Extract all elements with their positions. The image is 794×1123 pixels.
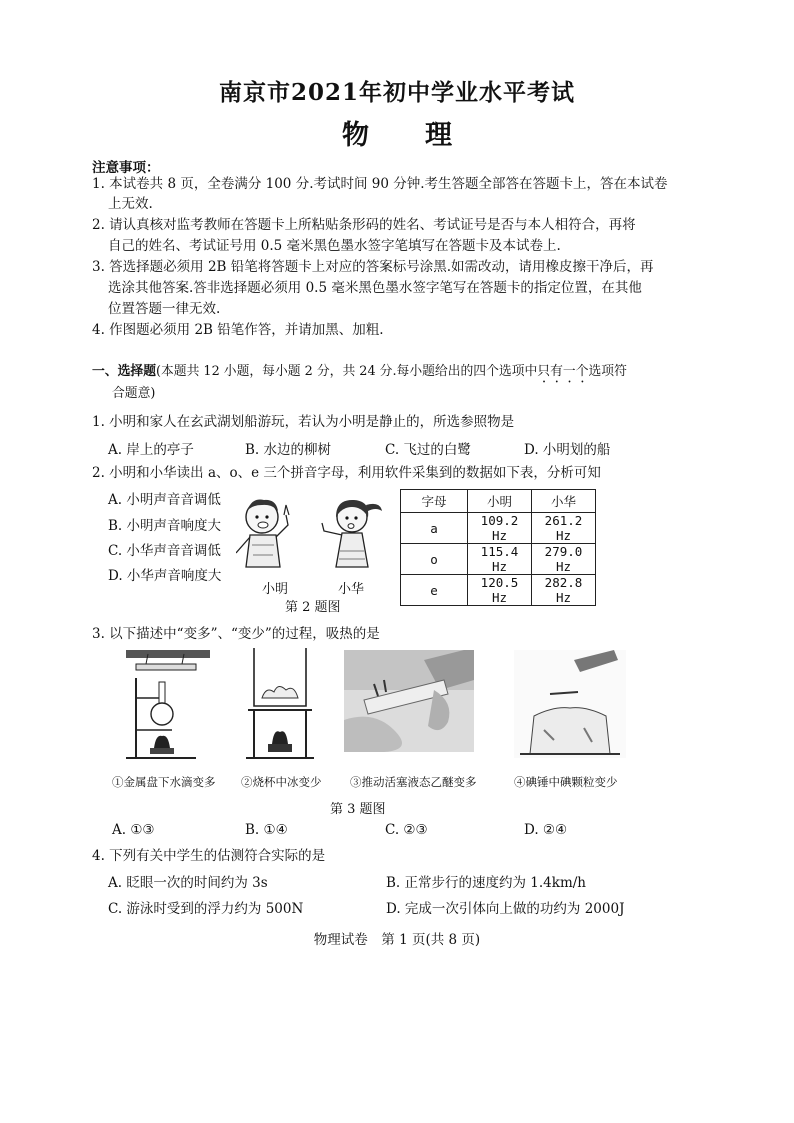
- q4-option-b: B. 正常步行的速度约为 1.4km/h: [386, 875, 586, 891]
- table-cell: 120.5 Hz: [468, 575, 532, 606]
- question-2-stem: 2. 小明和小华读出 a、o、e 三个拼音字母，利用软件采集到的数据如下表，分析可知: [92, 465, 601, 481]
- figure-3-caption: 第 3 题图: [330, 802, 386, 817]
- syringe-ether-illustration: [344, 650, 474, 752]
- figure-3-caption-2: ②烧杯中冰变少: [241, 775, 322, 789]
- q2-option-d: D. 小华声音响度大: [108, 568, 222, 584]
- notice-heading: 注意事项：: [92, 160, 160, 176]
- q3-option-c: C. ②③: [385, 822, 428, 838]
- frequency-table: [400, 489, 596, 606]
- q3-option-b: B. ①④: [245, 822, 288, 838]
- exam-subject: 物理: [342, 120, 508, 151]
- section-desc: (本题共 12 小题，每小题 2 分，共 24 分.每小题给出的四个选项中: [155, 364, 538, 379]
- exam-title: 南京市2021年初中学业水平考试: [218, 79, 575, 106]
- person-label-xiaoming: 小明: [262, 582, 289, 597]
- section-heading: [92, 362, 627, 386]
- table-cell: 279.0 Hz: [532, 544, 596, 575]
- table-row: [401, 513, 596, 544]
- notice-line: 1. 本试卷共 8 页，全卷满分 100 分.考试时间 90 分钟.考生答题全部答在答题卡上，答在本试卷: [92, 176, 668, 192]
- figure-3-caption-4: ④碘锤中碘颗粒变少: [514, 775, 618, 789]
- section-title: 一、选择题: [92, 364, 156, 379]
- question-4-stem: 4. 下列有关中学生的估测符合实际的是: [92, 848, 326, 864]
- q2-option-c: C. 小华声音音调低: [108, 543, 221, 559]
- q4-option-c: C. 游泳时受到的浮力约为 500N: [108, 901, 304, 917]
- section-heading-line2: 合题意): [112, 386, 156, 401]
- table-cell: 261.2 Hz: [532, 513, 596, 544]
- page-footer: 物理试卷 第 1 页(共 8 页): [313, 932, 481, 948]
- q3-option-a: A. ①③: [112, 822, 155, 838]
- question-3-stem: 3. 以下描述中“变多”、“变少”的过程，吸热的是: [92, 626, 380, 642]
- q1-option-d: D. 小明划的船: [524, 442, 611, 458]
- q1-option-c: C. 飞过的白鹭: [385, 442, 471, 458]
- girl-figure-illustration: [318, 495, 388, 575]
- q1-option-b: B. 水边的柳树: [245, 442, 332, 458]
- notice-line: 3. 答选择题必须用 2B 铅笔将答题卡上对应的答案标号涂黑.如需改动，请用橡皮擦干净后，再: [92, 259, 654, 275]
- q2-option-b: B. 小明声音响度大: [108, 518, 222, 534]
- beaker-ice-illustration: [246, 648, 316, 762]
- table-cell: e: [401, 575, 468, 606]
- q3-option-d: D. ②④: [524, 822, 568, 838]
- table-header-row: [401, 490, 596, 513]
- table-row: [401, 575, 596, 606]
- q2-option-a: A. 小明声音音调低: [108, 492, 221, 508]
- table-header-cell: 小华: [532, 490, 596, 513]
- table-cell: a: [401, 513, 468, 544]
- iodine-hammer-illustration: [514, 650, 626, 758]
- figure-2-caption: 第 2 题图: [285, 600, 341, 615]
- table-header-cell: 小明: [468, 490, 532, 513]
- table-cell: 115.4 Hz: [468, 544, 532, 575]
- notice-line: 自己的姓名、考试证号用 0.5 毫米黑色墨水签字笔填写在答题卡及本试卷上.: [108, 238, 561, 254]
- q4-option-d: D. 完成一次引体向上做的功约为 2000J: [386, 901, 625, 917]
- section-desc-end: 选项符: [588, 364, 627, 379]
- notice-line: 选涂其他答案.答非选择题必须用 0.5 毫米黑色墨水签字笔写在答题卡的指定位置，在其他: [108, 280, 642, 296]
- figure-3-caption-3: ③推动活塞液态乙醚变多: [350, 775, 477, 789]
- table-row: [401, 544, 596, 575]
- metal-plate-flask-illustration: [126, 650, 212, 762]
- boy-figure-illustration: [236, 495, 306, 575]
- notice-line: 4. 作图题必须用 2B 铅笔作答，并请加黑、加粗.: [92, 322, 384, 338]
- figure-3-caption-1: ①金属盘下水滴变多: [112, 775, 216, 789]
- person-label-xiaohua: 小华: [338, 582, 365, 597]
- q4-option-a: A. 眨眼一次的时间约为 3s: [108, 875, 268, 891]
- question-1-stem: 1. 小明和家人在玄武湖划船游玩，若认为小明是静止的，所选参照物是: [92, 414, 515, 430]
- table-cell: 282.8 Hz: [532, 575, 596, 606]
- notice-line: 2. 请认真核对监考教师在答题卡上所粘贴条形码的姓名、考试证号是否与本人相符合，再将: [92, 217, 636, 233]
- section-emphasis: 只有一个: [537, 364, 589, 379]
- table-cell: o: [401, 544, 468, 575]
- table-header-cell: 字母: [401, 490, 468, 513]
- q1-option-a: A. 岸上的亭子: [108, 442, 194, 458]
- table-cell: 109.2 Hz: [468, 513, 532, 544]
- notice-line: 位置答题一律无效.: [108, 301, 221, 317]
- notice-line: 上无效.: [108, 196, 153, 212]
